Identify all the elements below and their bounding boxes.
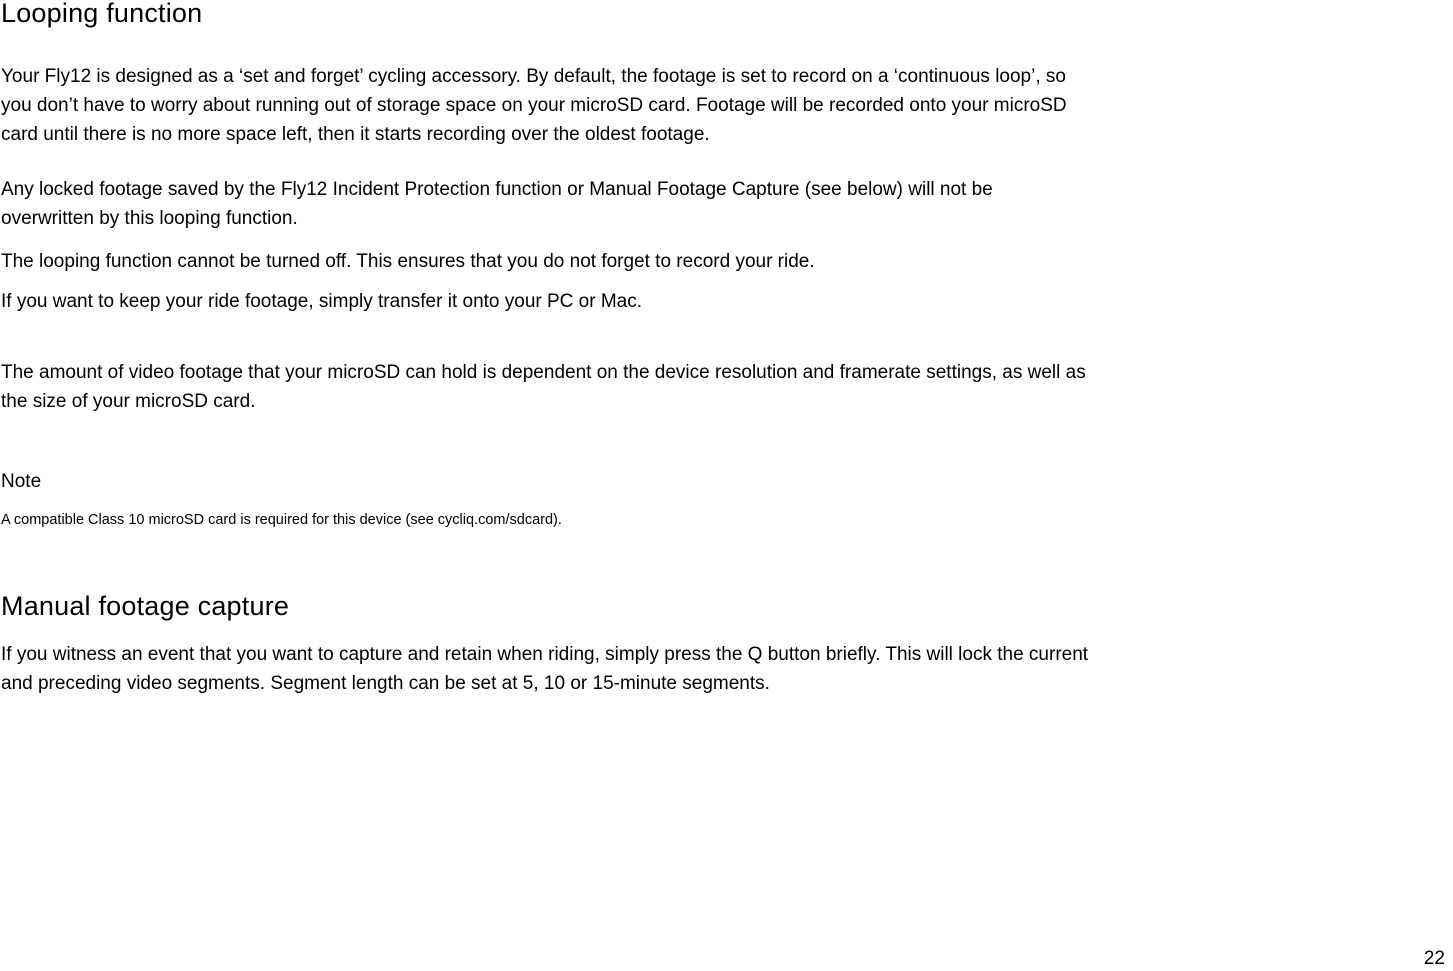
note-text: A compatible Class 10 microSD card is required for this device (see cycliq.com/sdcard). <box>1 512 562 528</box>
looping-function-heading: Looping function <box>1 0 203 28</box>
looping-paragraph-set-and-forget: Your Fly12 is designed as a ‘set and forget’ cycling accessory. By default, the footage is set to record on a ‘continuous loop’, so you don’t have to worry about running out of storage space on your microSD card. Footage will be recorded onto your microSD card until there is no more space left, then it starts recording over the oldest footage. <box>1 66 1067 145</box>
page-number: 22 <box>1423 948 1445 969</box>
looping-paragraph-cannot-turn-off: The looping function cannot be turned off. This ensures that you do not forget to record your ride. <box>1 251 815 272</box>
note-label: Note <box>1 471 42 492</box>
manual-footage-capture-heading: Manual footage capture <box>1 591 290 621</box>
looping-paragraph-transfer-footage: If you want to keep your ride footage, simply transfer it onto your PC or Mac. <box>1 291 643 312</box>
manual-capture-paragraph: If you witness an event that you want to capture and retain when riding, simply press the Q button briefly. This will lock the current and preceding video segments. Segment length can be set at 5, 10 or 15-minute segments. <box>1 644 1089 694</box>
looping-paragraph-locked-footage: Any locked footage saved by the Fly12 Incident Protection function or Manual Footage Capture (see below) will not be overwritten by this looping function. <box>1 179 993 229</box>
looping-paragraph-storage-amount: The amount of video footage that your microSD can hold is dependent on the device resolution and framerate settings, as well as the size of your microSD card. <box>1 362 1086 412</box>
